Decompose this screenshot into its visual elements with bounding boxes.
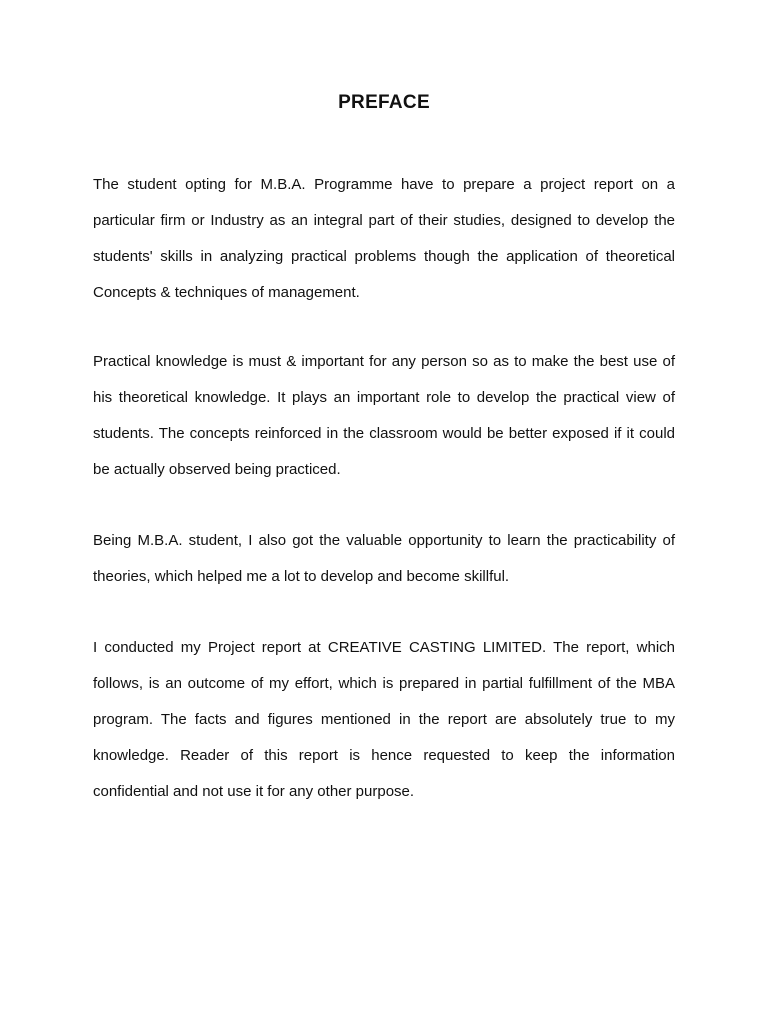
- paragraph-line: his theoretical knowledge. It plays an important role to develop the practical view of: [93, 389, 675, 406]
- paragraph-line: be actually observed being practiced.: [93, 461, 341, 478]
- paragraph-line: students. The concepts reinforced in the classroom would be better exposed if it could: [93, 425, 675, 442]
- paragraph-line: confidential and not use it for any other purpose.: [93, 783, 415, 800]
- page-title: PREFACE: [338, 92, 430, 113]
- paragraph-4: [93, 630, 675, 810]
- paragraph-line: The student opting for M.B.A. Programme have to prepare a project report on a: [93, 176, 675, 193]
- paragraph-line: Being M.B.A. student, I also got the valuable opportunity to learn the practicability of: [93, 532, 675, 549]
- paragraph-2: [93, 344, 675, 488]
- paragraph-line: Practical knowledge is must & important for any person so as to make the best use of: [93, 353, 675, 370]
- paragraph-line: I conducted my Project report at CREATIVE CASTING LIMITED. The report, which: [93, 639, 675, 656]
- paragraph-line: knowledge. Reader of this report is hence requested to keep the information: [93, 747, 675, 764]
- paragraph-3: [93, 523, 675, 595]
- paragraph-line: theories, which helped me a lot to develop and become skillful.: [93, 568, 510, 585]
- paragraph-line: program. The facts and figures mentioned in the report are absolutely true to my: [93, 711, 675, 728]
- paragraph-line: particular firm or Industry as an integral part of their studies, designed to develop the: [93, 212, 675, 229]
- paragraph-1: [93, 167, 675, 311]
- paragraph-line: students' skills in analyzing practical problems though the application of theoretical: [93, 248, 675, 265]
- paragraph-line: follows, is an outcome of my effort, which is prepared in partial fulfillment of the MBA: [93, 675, 675, 692]
- paragraph-line: Concepts & techniques of management.: [93, 284, 360, 301]
